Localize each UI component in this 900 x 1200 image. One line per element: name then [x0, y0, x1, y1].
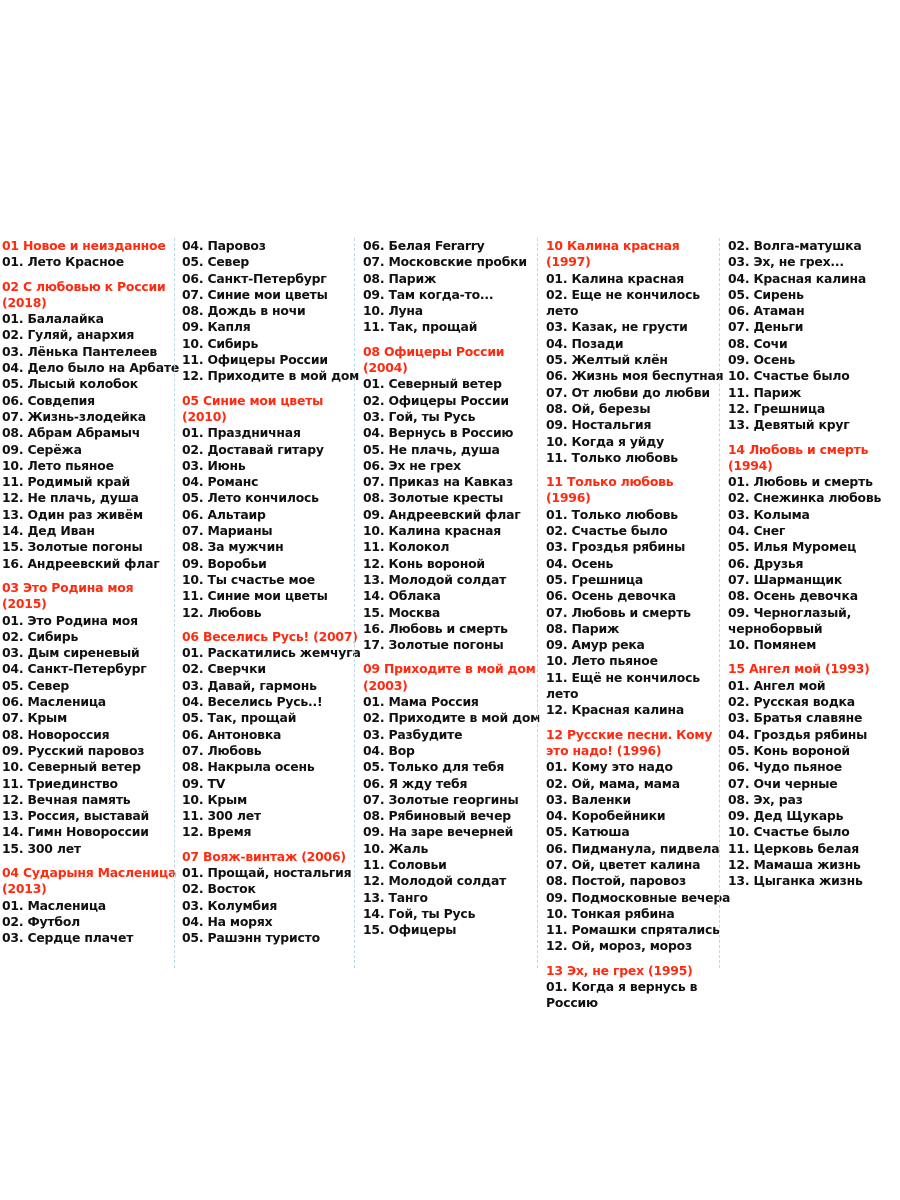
- track-item: 04. Вернусь в Россию: [363, 425, 514, 441]
- track-item: 10. Луна: [363, 303, 423, 319]
- track-item: 10. Сибирь: [182, 335, 259, 351]
- album-section: [546, 238, 722, 466]
- track-item: 03. Разбудите: [363, 726, 463, 742]
- track-item: 09. Дед Щукарь: [728, 808, 844, 824]
- track-item: 08. Новороссия: [2, 726, 110, 742]
- track-item: 10. Счастье было: [728, 368, 850, 384]
- tracklist-column-3: [363, 238, 539, 968]
- track-item: 09. Серёжа: [2, 441, 82, 457]
- track-item: 09. Там когда-то...: [363, 286, 494, 302]
- tracklist-column-1: [2, 238, 178, 968]
- track-item: 09. Амур река: [546, 637, 645, 653]
- track-item: 15. Москва: [363, 604, 441, 620]
- track-item: 06. Белая Ferarry: [363, 238, 485, 253]
- track-item: 02. Гуляй, анархия: [2, 327, 135, 343]
- track-item: 06. Чудо пьяное: [728, 759, 843, 775]
- track-item: 07. Ой, цветет калина: [546, 856, 701, 872]
- track-item: 05. Лысый колобок: [2, 376, 138, 392]
- track-item: 04. Санкт-Петербург: [2, 661, 147, 677]
- album-title: 03 Это Родина моя (2015): [2, 579, 134, 612]
- track-item: 03. Сердце плачет: [2, 930, 134, 946]
- track-item: 10. Когда я уйду: [546, 433, 664, 449]
- track-item: 04. Снег: [728, 523, 786, 539]
- track-item: 01. Калина красная: [546, 270, 685, 286]
- track-item: 10. Помянем: [728, 637, 817, 653]
- track-item: 03. Колыма: [728, 506, 810, 522]
- track-item: 10. Лето пьяное: [2, 457, 114, 473]
- track-item: 05. Лето кончилось: [182, 490, 319, 506]
- track-item: 08. Париж: [546, 620, 620, 636]
- track-item: 09. Подмосковные вечера: [546, 889, 731, 905]
- track-item: 09. Осень: [728, 352, 796, 368]
- track-item: 06. Масленица: [2, 694, 106, 710]
- track-item: 03. Июнь: [182, 457, 246, 473]
- track-item: 01. Раскатились жемчуга: [182, 645, 361, 661]
- track-item: 04. На морях: [182, 913, 273, 929]
- track-item: 12. Красная калина: [546, 702, 685, 718]
- track-item: 05. Так, прощай: [182, 710, 297, 726]
- track-item: 10. Ты счастье мое: [182, 571, 315, 587]
- track-item: 03. Братья славяне: [728, 710, 863, 726]
- track-item: 11. Синие мои цветы: [182, 588, 328, 604]
- track-item: 12. Грешница: [728, 400, 825, 416]
- track-item: 12. Ой, мороз, мороз: [546, 938, 692, 954]
- track-item: 09. Андреевский флаг: [363, 506, 521, 522]
- track-item: 01. Лето Красное: [2, 254, 124, 270]
- track-item: 11. Колокол: [363, 539, 450, 555]
- column-divider: [174, 238, 175, 968]
- track-item: 12. Время: [182, 824, 252, 840]
- track-item: 07. Любовь и смерть: [546, 604, 691, 620]
- column-divider: [354, 238, 355, 968]
- track-item: 04. Позади: [546, 335, 624, 351]
- track-item: 09. Русский паровоз: [2, 742, 145, 758]
- track-item: 02. Восток: [182, 881, 256, 897]
- track-item: 06. Альтаир: [182, 506, 266, 522]
- track-item: 03. Гой, ты Русь: [363, 408, 476, 424]
- tracklist-column-2: [182, 238, 361, 968]
- track-item: 13. Девятый круг: [728, 417, 850, 433]
- track-item: 13. Молодой солдат: [363, 571, 507, 587]
- track-item: 04. Коробейники: [546, 808, 666, 824]
- track-item: 12. Любовь: [182, 604, 262, 620]
- track-item: 01. Кому это надо: [546, 759, 673, 775]
- track-item: 07. Жизнь-злодейка: [2, 408, 146, 424]
- track-item: 05. Только для тебя: [363, 759, 505, 775]
- track-item: 05. Конь вороной: [728, 742, 850, 758]
- track-item: 16. Любовь и смерть: [363, 620, 508, 636]
- track-item: 06. Жизнь моя беспутная: [546, 368, 724, 384]
- track-item: 08. Дождь в ночи: [182, 303, 306, 319]
- album-section: [546, 474, 722, 718]
- track-item: 08. Постой, паровоз: [546, 873, 686, 889]
- track-item: 08. Ой, березы: [546, 400, 651, 416]
- track-item: 01. Балалайка: [2, 311, 104, 327]
- track-item: 13. Россия, выставай: [2, 808, 150, 824]
- track-item: 13. Один раз живём: [2, 506, 143, 522]
- track-item: 14. Гимн Новороссии: [2, 824, 149, 840]
- track-item: 07. Очи черные: [728, 775, 838, 791]
- track-item: 01. Только любовь: [546, 506, 678, 522]
- track-item: 14. Облака: [363, 588, 441, 604]
- album-title: 14 Любовь и смерть (1994): [728, 441, 869, 473]
- track-item: 11. 300 лет: [182, 808, 261, 824]
- track-item: 06. Я жду тебя: [363, 775, 468, 791]
- track-item: 11. Так, прощай: [363, 319, 478, 335]
- track-item: 15. Золотые погоны: [2, 539, 143, 555]
- album-continuation: [363, 238, 539, 336]
- album-title: 06 Веселись Русь! (2007): [182, 628, 358, 644]
- track-item: 02. Волга-матушка: [728, 238, 862, 253]
- track-item: 07. Шарманщик: [728, 571, 843, 587]
- track-item: 02. Снежинка любовь: [728, 490, 882, 506]
- track-item: 12. Приходите в мой дом: [182, 368, 360, 384]
- track-item: 09. TV: [182, 775, 226, 791]
- track-item: 11. Триединство: [2, 775, 118, 791]
- track-item: 08. Эх, раз: [728, 791, 803, 807]
- album-section: [182, 849, 358, 947]
- track-item: 02. Счастье было: [546, 523, 668, 539]
- track-item: 12. Не плачь, душа: [2, 490, 139, 506]
- track-item: 03. Казак, не грусти: [546, 319, 688, 335]
- track-item: 03. Лёнька Пантелеев: [2, 343, 158, 359]
- album-section: [2, 238, 178, 271]
- track-item: 05. Грешница: [546, 571, 643, 587]
- track-item: 10. Жаль: [363, 840, 429, 856]
- track-item: 01. Мама Россия: [363, 694, 479, 710]
- track-item: 04. Гроздья рябины: [728, 726, 868, 742]
- track-item: 03. Дым сиреневый: [2, 645, 140, 661]
- track-item: 11. Ромашки спрятались: [546, 922, 720, 938]
- album-continuation: [728, 238, 900, 434]
- track-item: 01. Это Родина моя: [2, 612, 138, 628]
- track-item: 06. Осень девочка: [546, 588, 676, 604]
- track-item: 10. Лето пьяное: [546, 653, 658, 669]
- track-item: 13. Танго: [363, 889, 428, 905]
- album-title: 15 Ангел мой (1993): [728, 661, 870, 677]
- track-item: 11. Ещё не кончилось лето: [546, 669, 700, 702]
- track-item: 02. Футбол: [2, 913, 81, 929]
- track-item: 02. Ой, мама, мама: [546, 775, 680, 791]
- album-section: [2, 580, 178, 857]
- track-item: 01. Праздничная: [182, 425, 301, 441]
- album-title: 12 Русские песни. Кому это надо! (1996): [546, 726, 713, 758]
- track-item: 08. Абрам Абрамыч: [2, 425, 141, 441]
- tracklist-sheet: [0, 238, 900, 1011]
- track-item: 06. Атаман: [728, 303, 805, 319]
- track-item: 04. Веселись Русь..!: [182, 694, 323, 710]
- track-item: 04. Дело было на Арбате: [2, 360, 180, 376]
- album-title: 13 Эх, не грех (1995): [546, 962, 693, 978]
- track-item: 12. Вечная память: [2, 791, 131, 807]
- track-item: 01. Прощай, ностальгия: [182, 864, 352, 880]
- track-item: 06. Антоновка: [182, 726, 282, 742]
- album-title: 07 Вояж-винтаж (2006): [182, 848, 346, 864]
- album-title: 01 Новое и неизданное: [2, 238, 166, 253]
- track-item: 07. Любовь: [182, 742, 262, 758]
- track-item: 04. Романс: [182, 474, 259, 490]
- track-item: 01. Масленица: [2, 897, 106, 913]
- track-item: 03. Колумбия: [182, 897, 278, 913]
- album-section: [363, 661, 539, 938]
- track-item: 16. Андреевский флаг: [2, 555, 160, 571]
- track-item: 08. За мужчин: [182, 539, 284, 555]
- track-item: 02. Русская водка: [728, 694, 855, 710]
- track-item: 06. Санкт-Петербург: [182, 270, 327, 286]
- track-item: 15. Офицеры: [363, 922, 457, 938]
- track-item: 07. Деньги: [728, 319, 804, 335]
- track-item: 08. Рябиновый вечер: [363, 808, 511, 824]
- track-item: 11. Офицеры России: [182, 352, 328, 368]
- track-item: 11. Церковь белая: [728, 840, 859, 856]
- track-item: 12. Мамаша жизнь: [728, 856, 861, 872]
- track-item: 04. Паровоз: [182, 238, 266, 253]
- track-item: 10. Калина красная: [363, 523, 502, 539]
- track-item: 12. Молодой солдат: [363, 873, 507, 889]
- track-item: 04. Красная калина: [728, 270, 867, 286]
- album-title: 09 Приходите в мой дом (2003): [363, 661, 536, 693]
- track-item: 07. Московские пробки: [363, 254, 527, 270]
- track-item: 11. Париж: [728, 384, 802, 400]
- track-item: 05. Север: [182, 254, 250, 270]
- track-item: 05. Илья Муромец: [728, 539, 857, 555]
- track-item: 05. Не плачь, душа: [363, 441, 500, 457]
- track-item: 11. Соловьи: [363, 856, 447, 872]
- track-item: 02. Сибирь: [2, 628, 79, 644]
- album-section: [2, 865, 178, 946]
- track-item: 09. На заре вечерней: [363, 824, 514, 840]
- track-item: 08. Париж: [363, 270, 437, 286]
- album-continuation: [182, 238, 358, 385]
- album-section: [182, 628, 361, 841]
- album-title: 11 Только любовь (1996): [546, 474, 674, 506]
- track-item: 07. Приказ на Кавказ: [363, 474, 514, 490]
- track-item: 06. Эх не грех: [363, 457, 461, 473]
- album-title: 05 Синие мои цветы (2010): [182, 392, 324, 424]
- track-item: 05. Катюша: [546, 824, 630, 840]
- track-item: 05. Север: [2, 677, 70, 693]
- album-section: [728, 442, 900, 654]
- track-item: 03. Давай, гармонь: [182, 677, 317, 693]
- track-item: 06. Совдепия: [2, 392, 95, 408]
- column-divider: [537, 238, 538, 968]
- track-item: 07. Марианы: [182, 523, 273, 539]
- track-item: 09. Ностальгия: [546, 417, 652, 433]
- album-title: 10 Калина красная (1997): [546, 238, 680, 270]
- track-item: 02. Приходите в мой дом: [363, 710, 541, 726]
- track-item: 08. Сочи: [728, 335, 788, 351]
- track-item: 01. Когда я вернусь в Россию: [546, 979, 698, 1011]
- album-section: [546, 963, 722, 1012]
- track-item: 08. Осень девочка: [728, 588, 858, 604]
- track-item: 01. Ангел мой: [728, 677, 826, 693]
- track-item: 14. Гой, ты Русь: [363, 905, 476, 921]
- album-section: [363, 344, 539, 654]
- track-item: 10. Крым: [182, 791, 247, 807]
- album-title: 02 С любовью к России (2018): [2, 278, 166, 310]
- track-item: 10. Тонкая рябина: [546, 905, 675, 921]
- track-item: 14. Дед Иван: [2, 523, 95, 539]
- track-item: 15. 300 лет: [2, 840, 81, 856]
- track-item: 04. Вор: [363, 742, 415, 758]
- track-item: 09. Воробьи: [182, 555, 267, 571]
- track-item: 11. Родимый край: [2, 474, 130, 490]
- track-item: 07. Синие мои цветы: [182, 286, 328, 302]
- track-item: 02. Еще не кончилось лето: [546, 286, 700, 319]
- track-item: 17. Золотые погоны: [363, 637, 504, 653]
- tracklist-column-4: [546, 238, 731, 1011]
- column-divider: [719, 238, 720, 968]
- album-section: [2, 279, 178, 572]
- track-item: 12. Конь вороной: [363, 555, 485, 571]
- track-item: 05. Рашэнн туристо: [182, 930, 320, 946]
- track-item: 03. Валенки: [546, 791, 632, 807]
- track-item: 07. Золотые георгины: [363, 791, 519, 807]
- track-item: 06. Пидманула, пидвела: [546, 840, 720, 856]
- track-item: 03. Эх, не грех...: [728, 254, 844, 270]
- track-item: 01. Северный ветер: [363, 376, 502, 392]
- track-item: 11. Только любовь: [546, 449, 678, 465]
- track-item: 08. Золотые кресты: [363, 490, 504, 506]
- tracklist-column-5: [728, 238, 900, 968]
- track-item: 02. Сверчки: [182, 661, 266, 677]
- track-item: 07. От любви до любви: [546, 384, 710, 400]
- track-item: 05. Сирень: [728, 286, 804, 302]
- album-title: 04 Сударыня Масленица (2013): [2, 864, 177, 897]
- track-item: 10. Счастье было: [728, 824, 850, 840]
- album-title: 08 Офицеры России (2004): [363, 343, 505, 376]
- track-item: 05. Желтый клён: [546, 352, 668, 368]
- track-item: 07. Крым: [2, 710, 67, 726]
- track-item: 08. Накрыла осень: [182, 759, 315, 775]
- track-item: 13. Цыганка жизнь: [728, 873, 863, 889]
- track-item: 06. Друзья: [728, 555, 804, 571]
- track-item: 04. Осень: [546, 555, 614, 571]
- album-section: [728, 661, 900, 889]
- track-item: 03. Гроздья рябины: [546, 539, 686, 555]
- album-section: [546, 726, 731, 955]
- track-item: 02. Офицеры России: [363, 392, 509, 408]
- track-item: 09. Черноглазый, черноборвый: [728, 604, 852, 636]
- track-item: 02. Доставай гитару: [182, 441, 324, 457]
- track-item: 01. Любовь и смерть: [728, 474, 873, 490]
- album-section: [182, 393, 358, 621]
- track-item: 10. Северный ветер: [2, 759, 141, 775]
- track-item: 09. Капля: [182, 319, 251, 335]
